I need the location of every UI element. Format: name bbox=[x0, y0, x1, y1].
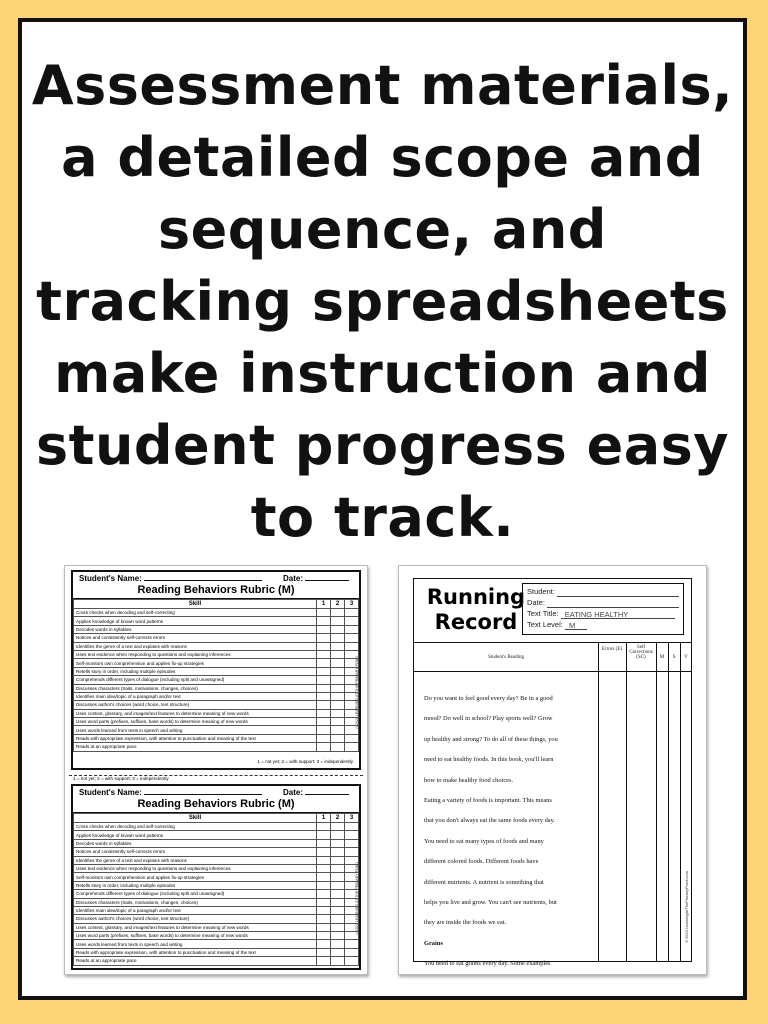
text-level-label: Text Level: bbox=[527, 620, 563, 629]
score-cell[interactable] bbox=[317, 709, 331, 717]
score-cell[interactable] bbox=[331, 642, 345, 650]
column-divider bbox=[680, 642, 681, 961]
passage-line: You need to eat many types of foods and many bbox=[424, 837, 544, 845]
table-row bbox=[74, 734, 359, 742]
record-copyright: ©2020 LearningAtThePrimaryPond.com bbox=[684, 871, 689, 945]
score-cell[interactable] bbox=[317, 823, 331, 831]
table-row bbox=[74, 676, 359, 684]
skill-header: Skill bbox=[74, 814, 317, 823]
skill-cell: Cross checks when decoding and self-correcting bbox=[74, 609, 317, 617]
score-cell[interactable] bbox=[345, 634, 359, 642]
score-cell[interactable] bbox=[317, 839, 331, 847]
score-cell[interactable] bbox=[345, 642, 359, 650]
table-row bbox=[74, 890, 359, 898]
score-header: 1 bbox=[317, 600, 331, 609]
score-cell[interactable] bbox=[317, 890, 331, 898]
table-row bbox=[74, 831, 359, 839]
score-cell[interactable] bbox=[317, 948, 331, 956]
score-cell[interactable] bbox=[331, 848, 345, 856]
table-row bbox=[74, 684, 359, 692]
record-info-box bbox=[522, 583, 684, 635]
rubric-header bbox=[73, 786, 359, 813]
student-name-label: Student's Name: bbox=[79, 574, 142, 583]
skill-cell: Discusses characters (traits, motivations, changes, choices) bbox=[74, 898, 317, 906]
score-cell[interactable] bbox=[331, 906, 345, 914]
score-cell[interactable] bbox=[345, 831, 359, 839]
rubric-copyright: ©2022 LEARNING AT THE PRIMARY POND bbox=[355, 656, 359, 730]
col-s: S bbox=[672, 655, 676, 660]
score-cell[interactable] bbox=[317, 617, 331, 625]
table-row bbox=[74, 667, 359, 675]
skill-cell: Uses word parts (prefixes, suffixes, base words) to determine meaning of new words bbox=[74, 718, 317, 726]
skill-cell: Self-monitors own comprehension and applies fix-up strategies bbox=[74, 873, 317, 881]
text-level-value: M bbox=[565, 620, 587, 630]
score-cell[interactable] bbox=[317, 864, 331, 872]
student-label: Student: bbox=[527, 587, 555, 596]
skill-cell: Uses text evidence when responding to questions and explaining inferences bbox=[74, 650, 317, 658]
score-cell[interactable] bbox=[317, 898, 331, 906]
passage-text bbox=[424, 689, 589, 975]
passage-line: different nutrients. A nutrient is something that bbox=[424, 878, 544, 886]
rubric-key: 1 = not yet; 2 = with support; 3 = independently bbox=[257, 759, 353, 764]
score-cell[interactable] bbox=[317, 734, 331, 742]
skill-cell: Decodes words in syllables bbox=[74, 839, 317, 847]
score-cell[interactable] bbox=[331, 718, 345, 726]
text-title-value: EATING HEALTHY bbox=[561, 609, 675, 619]
skill-cell: Reads at an appropriate pace bbox=[74, 957, 317, 965]
skill-cell: Comprehends different types of dialogue (including split and unassigned) bbox=[74, 676, 317, 684]
score-cell[interactable] bbox=[331, 856, 345, 864]
score-header: 2 bbox=[331, 814, 345, 823]
passage-line: helps you live and grow. You can't see nutrients, but bbox=[424, 899, 557, 907]
col-errors: Errors (E) bbox=[601, 647, 623, 652]
score-cell[interactable] bbox=[331, 701, 345, 709]
score-cell[interactable] bbox=[331, 609, 345, 617]
table-row bbox=[74, 864, 359, 872]
score-cell[interactable] bbox=[331, 873, 345, 881]
column-divider bbox=[598, 642, 599, 961]
skill-cell: Identifies the genre of a text and explains with reasons bbox=[74, 856, 317, 864]
score-cell[interactable] bbox=[331, 684, 345, 692]
table-row bbox=[74, 906, 359, 914]
score-cell[interactable] bbox=[331, 667, 345, 675]
headline-line-4: tracking spreadsheets bbox=[36, 270, 729, 333]
table-row bbox=[74, 718, 359, 726]
score-cell[interactable] bbox=[331, 923, 345, 931]
table-row bbox=[74, 873, 359, 881]
score-cell[interactable] bbox=[317, 726, 331, 734]
skill-cell: Notices and consistently self-corrects errors bbox=[74, 848, 317, 856]
date-label: Date: bbox=[282, 788, 303, 797]
col-reading: Student's Reading bbox=[487, 655, 525, 660]
skill-header: Skill bbox=[74, 600, 317, 609]
score-cell[interactable] bbox=[317, 957, 331, 965]
score-cell[interactable] bbox=[317, 684, 331, 692]
rubric-rows bbox=[74, 609, 359, 752]
score-cell[interactable] bbox=[317, 701, 331, 709]
score-cell[interactable] bbox=[317, 659, 331, 667]
title-line-1: Running bbox=[426, 585, 526, 609]
headline-line-5: make instruction and bbox=[54, 342, 711, 405]
score-cell[interactable] bbox=[317, 625, 331, 633]
rubric-copyright: ©2022 LEARNING AT THE PRIMARY POND bbox=[355, 862, 359, 936]
score-cell[interactable] bbox=[331, 634, 345, 642]
running-record-frame bbox=[413, 578, 692, 968]
passage-heading: Grains bbox=[424, 939, 443, 947]
student-name-label: Student's Name: bbox=[79, 788, 142, 797]
score-cell[interactable] bbox=[331, 743, 345, 751]
rubric-bottom bbox=[71, 784, 361, 970]
score-header: 3 bbox=[345, 814, 359, 823]
score-cell[interactable] bbox=[317, 856, 331, 864]
skill-cell: Discusses author's choices (word choice, text structure) bbox=[74, 915, 317, 923]
score-cell[interactable] bbox=[317, 650, 331, 658]
score-header: 1 bbox=[317, 814, 331, 823]
score-cell[interactable] bbox=[331, 932, 345, 940]
table-row bbox=[74, 659, 359, 667]
table-row bbox=[74, 881, 359, 889]
date-label: Date: bbox=[282, 574, 303, 583]
col-m: M bbox=[659, 655, 665, 660]
score-cell[interactable] bbox=[331, 734, 345, 742]
skill-cell: Cross checks when decoding and self-correcting bbox=[74, 823, 317, 831]
skill-cell: Uses context, glossary, and images/text features to determine meaning of new words bbox=[74, 923, 317, 931]
running-record-title bbox=[426, 585, 526, 635]
score-cell[interactable] bbox=[331, 881, 345, 889]
passage-line: Eating a variety of foods is important. This means bbox=[424, 797, 552, 805]
score-cell[interactable] bbox=[331, 915, 345, 923]
headline-line-6: student progress easy bbox=[35, 414, 729, 477]
column-divider bbox=[656, 642, 657, 961]
passage-line: need to eat healthy foods. In this book, you'll learn bbox=[424, 756, 554, 764]
rubric-table bbox=[73, 599, 359, 752]
score-cell[interactable] bbox=[331, 709, 345, 717]
passage-line: that you don't always eat the same foods every day. bbox=[424, 817, 555, 825]
skill-cell: Uses word parts (prefixes, suffixes, base words) to determine meaning of new words bbox=[74, 932, 317, 940]
record-table-header bbox=[414, 642, 691, 672]
skill-cell: Retells story in order, including multiple episodes bbox=[74, 667, 317, 675]
col-self-corrections: Self Corrections (SC) bbox=[629, 645, 653, 660]
score-cell[interactable] bbox=[317, 873, 331, 881]
score-cell[interactable] bbox=[331, 839, 345, 847]
table-row bbox=[74, 957, 359, 965]
skill-cell: Applies knowledge of known word patterns bbox=[74, 617, 317, 625]
rubric-header bbox=[73, 572, 359, 599]
score-header: 3 bbox=[345, 600, 359, 609]
table-row bbox=[74, 634, 359, 642]
table-row bbox=[74, 923, 359, 931]
running-record-image bbox=[398, 565, 707, 975]
score-cell[interactable] bbox=[317, 932, 331, 940]
score-cell[interactable] bbox=[317, 940, 331, 948]
table-row bbox=[74, 743, 359, 751]
table-row bbox=[74, 726, 359, 734]
skill-cell: Uses text evidence when responding to questions and explaining inferences bbox=[74, 864, 317, 872]
skill-cell: Uses context, glossary, and images/text features to determine meaning of new words bbox=[74, 709, 317, 717]
table-row bbox=[74, 625, 359, 633]
skill-cell: Decodes words in syllables bbox=[74, 625, 317, 633]
score-cell[interactable] bbox=[331, 898, 345, 906]
score-cell[interactable] bbox=[345, 839, 359, 847]
score-cell[interactable] bbox=[331, 940, 345, 948]
score-cell[interactable] bbox=[345, 743, 359, 751]
score-cell[interactable] bbox=[317, 676, 331, 684]
score-cell[interactable] bbox=[317, 692, 331, 700]
headline-line-1: Assessment materials, bbox=[31, 54, 734, 117]
table-row bbox=[74, 940, 359, 948]
skill-cell: Uses words learned from texts in speech and writing bbox=[74, 726, 317, 734]
title-line-2: Record bbox=[434, 610, 518, 634]
skill-cell: Notices and consistently self-corrects errors bbox=[74, 634, 317, 642]
passage-line: how to make healthy food choices. bbox=[424, 776, 514, 784]
rubric-rows bbox=[74, 823, 359, 966]
table-row bbox=[74, 948, 359, 956]
score-cell[interactable] bbox=[331, 692, 345, 700]
passage-line: different colored foods. Different foods have bbox=[424, 858, 539, 866]
passage-line: up healthy and strong? To do all of these things, you bbox=[424, 735, 558, 743]
rubric-key-repeat: 1 = not yet; 2 = with support; 3 = independently bbox=[73, 776, 169, 781]
score-cell[interactable] bbox=[317, 667, 331, 675]
headline-line-7: to track. bbox=[250, 486, 515, 549]
table-row bbox=[74, 848, 359, 856]
text-title-label: Text Title: bbox=[527, 609, 559, 618]
score-cell[interactable] bbox=[317, 718, 331, 726]
score-cell[interactable] bbox=[331, 617, 345, 625]
score-header: 2 bbox=[331, 600, 345, 609]
score-cell[interactable] bbox=[345, 957, 359, 965]
passage-line: they are inside the foods we eat. bbox=[424, 919, 507, 927]
score-cell[interactable] bbox=[345, 940, 359, 948]
score-cell[interactable] bbox=[317, 881, 331, 889]
table-row bbox=[74, 839, 359, 847]
table-row bbox=[74, 709, 359, 717]
column-divider bbox=[668, 642, 669, 961]
headline-line-2: a detailed scope and bbox=[61, 126, 704, 189]
score-cell[interactable] bbox=[331, 625, 345, 633]
score-cell[interactable] bbox=[317, 848, 331, 856]
rubric-top bbox=[71, 570, 361, 770]
passage-line: You need to eat grains every day. Some examples bbox=[424, 960, 551, 968]
table-row bbox=[74, 823, 359, 831]
table-row bbox=[74, 898, 359, 906]
score-cell[interactable] bbox=[345, 848, 359, 856]
column-divider bbox=[626, 642, 627, 961]
table-row bbox=[74, 915, 359, 923]
score-cell[interactable] bbox=[317, 609, 331, 617]
score-cell[interactable] bbox=[345, 734, 359, 742]
skill-cell: Identifies the genre of a text and explains with reasons bbox=[74, 642, 317, 650]
score-cell[interactable] bbox=[345, 625, 359, 633]
skill-cell: Discusses author's choices (word choice, text structure) bbox=[74, 701, 317, 709]
table-row bbox=[74, 650, 359, 658]
table-row bbox=[74, 609, 359, 617]
score-cell[interactable] bbox=[317, 634, 331, 642]
score-cell[interactable] bbox=[317, 915, 331, 923]
score-cell[interactable] bbox=[317, 831, 331, 839]
skill-cell: Self-monitors own comprehension and applies fix-up strategies bbox=[74, 659, 317, 667]
skill-cell: Uses words learned from texts in speech and writing bbox=[74, 940, 317, 948]
score-cell[interactable] bbox=[331, 957, 345, 965]
passage-line: mood? Do well in school? Play sports well? Grow bbox=[424, 715, 553, 723]
score-cell[interactable] bbox=[345, 948, 359, 956]
table-row bbox=[74, 701, 359, 709]
skill-cell: Reads with appropriate expression, with attention to punctuation and meaning of the text bbox=[74, 734, 317, 742]
score-cell[interactable] bbox=[331, 823, 345, 831]
score-cell[interactable] bbox=[331, 864, 345, 872]
table-row bbox=[74, 932, 359, 940]
skill-cell: Identifies main idea/topic of a paragraph and/or text bbox=[74, 906, 317, 914]
rubric-title: Reading Behaviors Rubric (M) bbox=[137, 798, 295, 810]
score-cell[interactable] bbox=[317, 906, 331, 914]
score-cell[interactable] bbox=[331, 948, 345, 956]
skill-cell: Comprehends different types of dialogue (including split and unassigned) bbox=[74, 890, 317, 898]
skill-cell: Identifies main idea/topic of a paragraph and/or text bbox=[74, 692, 317, 700]
score-cell[interactable] bbox=[331, 831, 345, 839]
score-cell[interactable] bbox=[345, 609, 359, 617]
score-cell[interactable] bbox=[331, 650, 345, 658]
rubric-table bbox=[73, 813, 359, 966]
skill-cell: Applies knowledge of known word patterns bbox=[74, 831, 317, 839]
passage-line: Do you want to feel good every day? Be in a good bbox=[424, 695, 553, 702]
table-row bbox=[74, 617, 359, 625]
rubric-title: Reading Behaviors Rubric (M) bbox=[137, 584, 295, 596]
table-row bbox=[74, 692, 359, 700]
skill-cell: Retells story in order, including multiple episodes bbox=[74, 881, 317, 889]
score-cell[interactable] bbox=[331, 659, 345, 667]
headline-line-3: sequence, and bbox=[158, 198, 607, 261]
skill-cell: Reads with appropriate expression, with attention to punctuation and meaning of the text bbox=[74, 948, 317, 956]
col-v: V bbox=[684, 655, 688, 660]
score-cell[interactable] bbox=[345, 617, 359, 625]
skill-cell: Reads at an appropriate pace bbox=[74, 743, 317, 751]
score-cell[interactable] bbox=[345, 823, 359, 831]
table-row bbox=[74, 642, 359, 650]
score-cell[interactable] bbox=[317, 743, 331, 751]
score-cell[interactable] bbox=[331, 890, 345, 898]
headline bbox=[22, 50, 743, 554]
score-cell[interactable] bbox=[331, 726, 345, 734]
score-cell[interactable] bbox=[331, 676, 345, 684]
table-row bbox=[74, 856, 359, 864]
date-label: Date: bbox=[527, 598, 545, 607]
rubric-sheet-image bbox=[64, 565, 368, 975]
score-cell[interactable] bbox=[317, 923, 331, 931]
score-cell[interactable] bbox=[317, 642, 331, 650]
skill-cell: Discusses characters (traits, motivations, changes, choices) bbox=[74, 684, 317, 692]
